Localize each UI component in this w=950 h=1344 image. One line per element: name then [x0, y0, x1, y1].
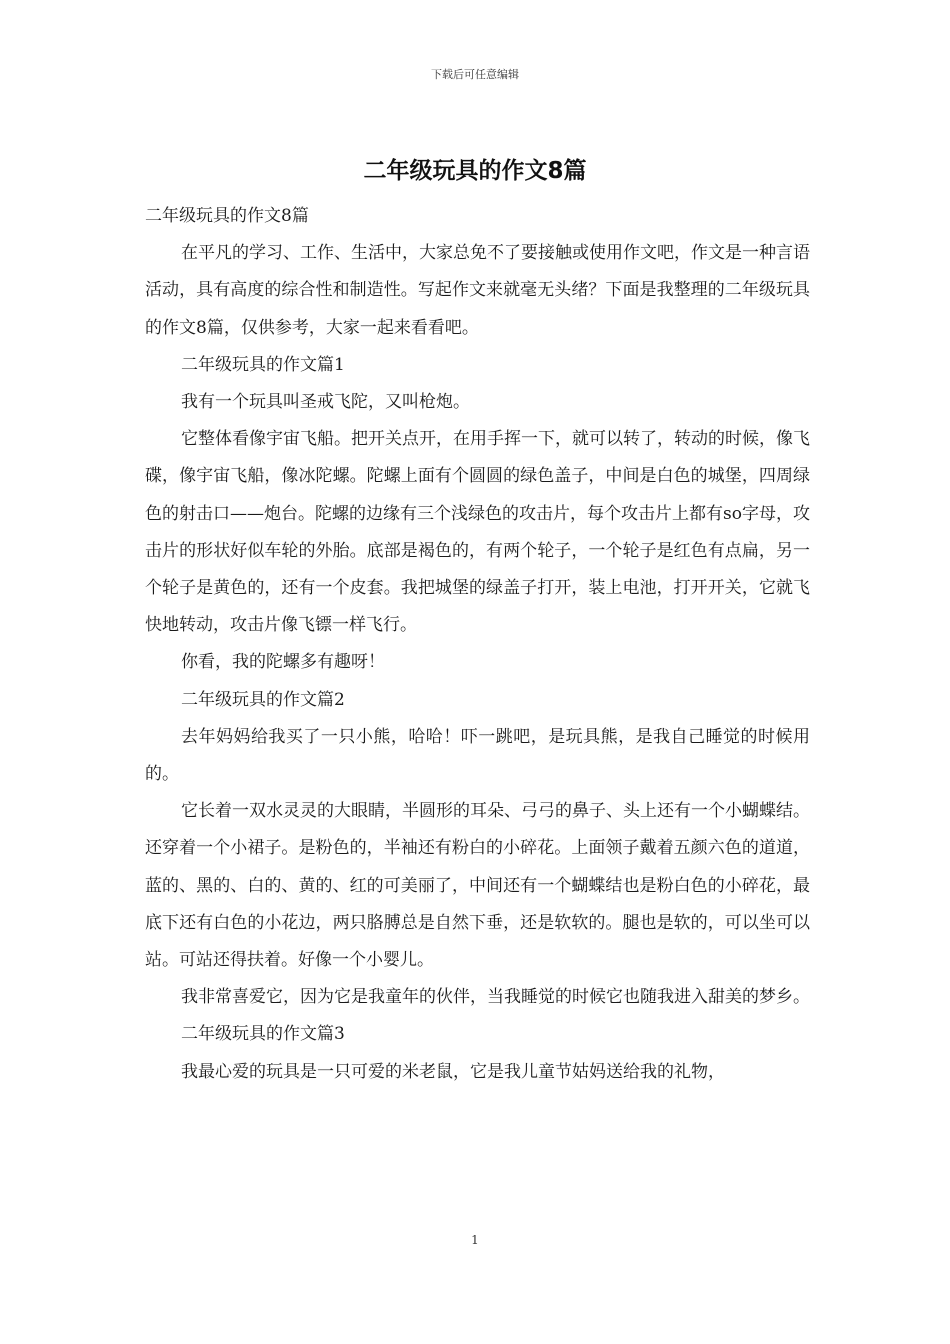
document-title: 二年级玩具的作文8篇	[363, 158, 587, 184]
body-paragraph: 它长着一双水灵灵的大眼睛，半圆形的耳朵、弓弓的鼻子、头上还有一个小蝴蝶结。还穿着一个小裙子。是粉色的，半袖还有粉白的小碎花。上面领子戴着五颜六色的道道，蓝的、黑的、白的、黄的、红的可美丽了，中间还有一个蝴蝶结也是粉白色的小碎花，最底下还有白色的小花边，两只胳膊总是自然下垂，还是软软的。腿也是软的，可以坐可以站。可站还得扶着。好像一个小婴儿。	[145, 801, 810, 971]
intro-paragraph: 在平凡的学习、工作、生活中，大家总免不了要接触或使用作文吧，作文是一种言语活动，具有高度的综合性和制造性。写起作文来就毫无头绪？下面是我整理的二年级玩具的作文8篇，仅供参考，大家一起来看看吧。	[145, 243, 810, 338]
subtitle-paragraph: 二年级玩具的作文8篇	[145, 206, 309, 226]
body-paragraph: 我最心爱的玩具是一只可爱的米老鼠，它是我儿童节姑妈送给我的礼物，	[181, 1061, 725, 1082]
body-paragraph: 我有一个玩具叫圣戒飞陀，又叫枪炮。	[181, 392, 470, 413]
body-paragraph: 我非常喜爱它，因为它是我童年的伙伴，当我睡觉的时候它也随我进入甜美的梦乡。	[181, 987, 810, 1008]
section-heading-1: 二年级玩具的作文篇1	[181, 354, 345, 375]
section-heading-3: 二年级玩具的作文篇3	[181, 1024, 345, 1045]
body-paragraph: 它整体看像宇宙飞船。把开关点开，在用手挥一下，就可以转了，转动的时候，像飞碟，像宇宙飞船，像冰陀螺。陀螺上面有个圆圆的绿色盖子，中间是白色的城堡，四周绿色的射击口——炮台。陀螺的边缘有三个浅绿色的攻击片，每个攻击片上都有so字母，攻击片的形状好似车轮的外胎。底部是褐色的，有两个轮子，一个轮子是红色有点扁，另一个轮子是黄色的，还有一个皮套。我把城堡的绿盖子打开，装上电池，打开开关，它就飞快地转动，攻击片像飞镖一样飞行。	[145, 429, 810, 636]
body-paragraph: 去年妈妈给我买了一只小熊，哈哈！吓一跳吧，是玩具熊，是我自己睡觉的时候用的。	[145, 726, 810, 785]
header-note: 下载后可任意编辑	[431, 68, 519, 81]
body-paragraph: 你看，我的陀螺多有趣呀！	[181, 652, 385, 673]
document-body	[145, 198, 810, 1091]
section-heading-2: 二年级玩具的作文篇2	[181, 689, 345, 710]
page-number: 1	[471, 1233, 479, 1247]
